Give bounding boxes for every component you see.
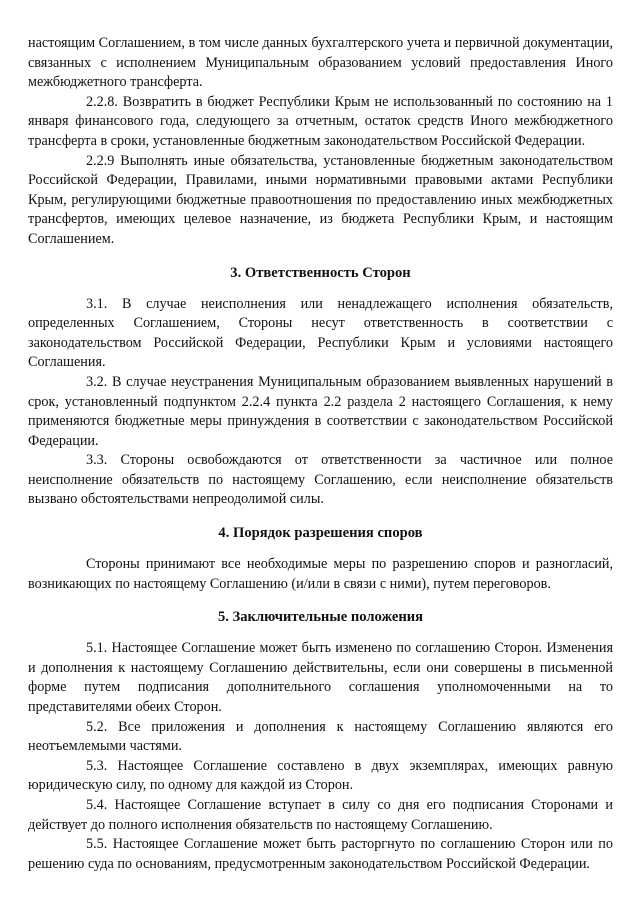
paragraph-2-2-9: 2.2.9 Выполнять иные обязательства, установленные бюджетным законодательством Российской Федерации, Правилами, иными нормативными правовыми актами Республики Крым, регулирующими бюджетные правоотношения по предоставлению иных межбюджетных трансфертов, имеющих целевое назначение, из бюджета Республики Крым, и настоящим Соглашением.: [28, 152, 613, 247]
document-page: [28, 34, 613, 874]
paragraph-5-1: 5.1. Настоящее Соглашение может быть изменено по соглашению Сторон. Изменения и дополнения к настоящему Соглашению действительны, если они совершены в письменной форме путем подписания дополнительного соглашения уполномоченными на то представителями обеих Сторон.: [28, 640, 613, 716]
paragraph-4: Стороны принимают все необходимые меры по разрешению споров и разногласий, возникающих по настоящему Соглашению (и/или в связи с ними), путем переговоров.: [28, 556, 613, 592]
paragraph-2-2-8: 2.2.8. Возвратить в бюджет Республики Крым не использованный по состоянию на 1 января финансового года, следующего за отчетным, остаток средств Иного межбюджетного трансферта в сроки, установленные бюджетным законодательством Российской Федерации.: [28, 93, 613, 149]
section-4-heading: 4. Порядок разрешения споров: [218, 525, 423, 542]
section-3-heading: 3. Ответственность Сторон: [230, 264, 411, 281]
paragraph-5-4: 5.4. Настоящее Соглашение вступает в силу со дня его подписания Сторонами и действует до полного исполнения обязательств по настоящему Соглашению.: [28, 797, 613, 833]
section-5-heading: 5. Заключительные положения: [217, 609, 424, 626]
paragraph-3-1: 3.1. В случае неисполнения или ненадлежащего исполнения обязательств, определенных Соглашением, Стороны несут ответственность в соответствии с законодательством Российской Федерации, Республики Крым и условиями настоящего Соглашения.: [28, 295, 613, 371]
paragraph-3-3: 3.3. Стороны освобождаются от ответственности за частичное или полное неисполнение обязательств по настоящему Соглашению, если неисполнение обязательств вызвано обстоятельствами непреодолимой силы.: [28, 452, 613, 508]
paragraph-5-5: 5.5. Настоящее Соглашение может быть расторгнуто по соглашению Сторон или по решению суда по основаниям, предусмотренным законодательством Российской Федерации.: [28, 836, 613, 872]
paragraph-continuation: настоящим Соглашением, в том числе данных бухгалтерского учета и первичной документации, связанных с исполнением Муниципальным образованием условий предоставления Иного межбюджетного трансферта.: [28, 35, 613, 91]
paragraph-5-2: 5.2. Все приложения и дополнения к настоящему Соглашению являются его неотъемлемыми частями.: [28, 718, 613, 755]
paragraph-3-2: 3.2. В случае неустранения Муниципальным образованием выявленных нарушений в срок, установленный подпунктом 2.2.4 пункта 2.2 раздела 2 настоящего Соглашения, к нему применяются бюджетные меры принуждения в соответствии с законодательством Российской Федерации.: [28, 373, 613, 449]
paragraph-5-3: 5.3. Настоящее Соглашение составлено в двух экземплярах, имеющих равную юридическую силу, по одному для каждой из Сторон.: [28, 757, 613, 794]
